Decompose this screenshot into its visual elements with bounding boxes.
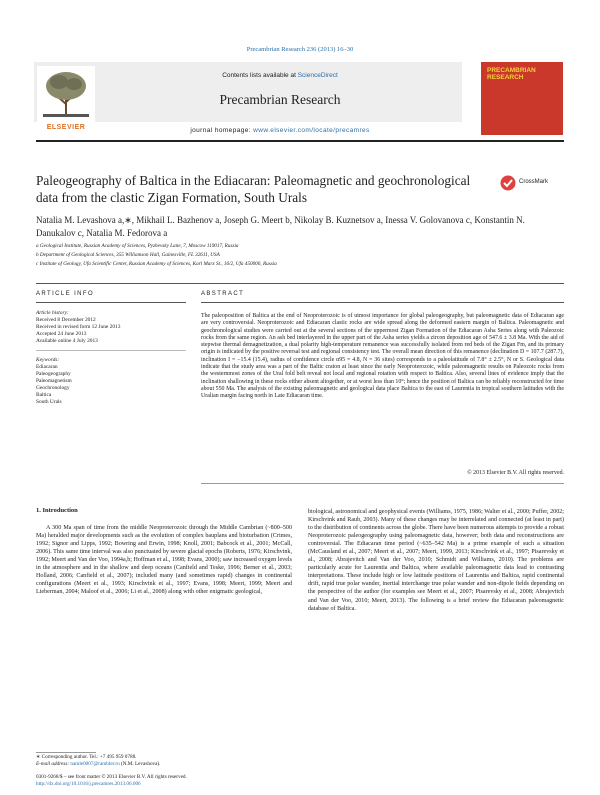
doi-link[interactable]: http://dx.doi.org/10.1016/j.precamres.2013.06.006 (36, 781, 141, 787)
history-accepted: Accepted 24 June 2013 (36, 331, 87, 337)
keyword-item: Paleogeography (36, 371, 71, 377)
introduction-heading: 1. Introduction (36, 507, 78, 514)
affiliation-b: b Department of Geological Sciences, 355 Williamson Hall, Gainesville, FL 32611, USA (36, 252, 220, 258)
article-title: Paleogeography of Baltica in the Ediacaran: Paleomagnetic and geochronological data from the clastic Zigan Formation, South Urals (36, 173, 471, 205)
affiliation-a: a Geological Institute, Russian Academy of Sciences, Pyzhevsky Lane, 7, Moscow 119017, Russia (36, 243, 239, 249)
cover-title: PRECAMBRIAN RESEARCH (487, 67, 536, 81)
abstract-divider (201, 302, 564, 303)
corresponding-author-note: ∗ Corresponding author. Tel.: +7 495 959 0788. (36, 754, 137, 760)
abstract-bottom-rule (201, 483, 564, 484)
history-received: Received 8 December 2012 (36, 317, 96, 323)
article-info-divider (36, 302, 186, 303)
keyword-item: Baltica (36, 392, 52, 398)
email-note (36, 761, 286, 767)
intro-column-right: biological, astronomical and geophysical events (Williams, 1975, 1986; Walter et al., 2000; Puffer, 2002; Kirschvink and Raub, 2003). Many of these changes may be interrelated and connected (at least in part) to the distribution of continents across the globe. There have been numerous attempts to provide a robust Neoproterozoic paleogeography using paleomagnetic data, however; both data and reconstructions are controversial. The Ediacaran time period (~635–542 Ma) is a prime example of such a situation (McCausland et al., 2007; Meert et al., 2007; Meert, 1999, 2013; Kirschvink et al., 1997; Pisarevsky et al., 2008; Abrajevitch and Van der Voo, 2010; Schmidt and Williams, 2010). The problems are particularly acute for Laurentia and Baltica, where available paleomagnetic data lead to contrasting interpretations. These include high or low latitude positions of Laurentia and Baltica, rapid continental drift, rapid true polar wander, inertial interchange true polar wander and non-dipole fields depending on the perspective of the author (for examples see Meert et al., 2007; Pisarevsky et al., 2008; Abrajevitch and Van der Voo, 2010; Meert, 2013). The following is a brief review the Ediacaran paleomagnetic database of Baltica. (308, 509, 564, 612)
sciencedirect-link[interactable]: ScienceDirect (297, 72, 338, 79)
abstract-text: The paleoposition of Baltica at the end of Neoproterozoic is of utmost importance for global paleogeography, but paleomagnetic data of Ediacaran age are very controversial. Neoproterozoic and Ediacaran clastic rocks are wide spread along the deformed eastern margin of Baltica. Paleomagnetic and geochronological studies were carried out at the several sections of the uppermost Zigan Formation of the Ediacaran Asha Series along with Paleozoic rocks from the same region. An ash bed interlayered in the upper part of the Asha series yields a zircon deposition age of 547.6 ± 3.8 Ma. With the aid of stepwise thermal demagnetization, a dual polarity high-temperature remanence was successfully isolated from red beds of the Zigan Fm, and its primary origin is indicated by the positive reversal test and regional consistency test. The overall mean direction of this remanence (declination D = 107.7 (287.7), inclination I = −15.4 (15.4), radius of confidence circle α95 = 4.8, N = 36 sites) corresponds to a paleolatitude of 7.8° ± 2.5°, N or S. Geological data indicate that the study area was a part of the Baltic craton at least since the early Neoproterozoic, while paleomagnetic results on Paleozoic rocks from the westernmost zones of the Ural fold belt reveal not local and regional rotation with respect to Baltica. Also, several lines of evidence imply that the inclination shallowing in these rocks either absent altogether, or at worst less than 10°; hence the position of Baltica can be reliably reconstructed for time about 550 Ma. The analysis of the existing paleomagnetic and geological data place Baltica to the east of Laurentia in tropical southern latitudes with the Uralian margin facing north in Late Ediacaran time. (201, 313, 564, 400)
crossmark-icon (500, 175, 516, 191)
homepage-prefix: journal homepage: (190, 127, 254, 134)
journal-title: Precambrian Research (219, 92, 341, 107)
history-label: Article history: (36, 310, 69, 316)
history-online: Available online 4 July 2013 (36, 338, 98, 344)
journal-cover-thumbnail[interactable] (481, 62, 563, 135)
intro-column-left: A 300 Ma span of time from the middle Neoproterozoic through the Middle Cambrian (~800–500 Ma) heralded major developments such as the evolution of complex bauplans and bioturbation (Crimes, 1992; Signor and Lipps, 1992; Bowring and Erwin, 1998; Knoll, 2001; Babcock et al., 2001; McCall, 2006). This same time interval was also punctuated by severe glacial epochs (Roberts, 1976; Kirschvink, 1992; Meert and Van der Voo, 1994a,b; Hoffman et al., 1998; Evans, 2000); saw increased oxygen levels in the atmosphere and in the shallow and deep oceans (Canfield and Teske, 1996; Berner et al., 2003; Holland, 2006; Canfield et al., 2007); included many (and sometimes rapid) changes in continental configurations (Meert et al., 1993; Kirschvink et al., 1997; Evans, 1998; Meert, 1999; Meert and Lieberman, 2004; Maloof et al., 2006; Li et al., 2008) along with other enigmatic geological, (36, 525, 292, 596)
email-suffix: (N.M. Levashova). (119, 761, 161, 767)
crossmark-badge[interactable] (500, 175, 562, 191)
keyword-item: South Urals (36, 399, 62, 405)
abstract-heading: ABSTRACT (201, 291, 245, 297)
email-label: E-mail address: (36, 761, 71, 767)
journal-citation[interactable]: Precambrian Research 236 (2013) 16–30 (246, 46, 354, 53)
journal-homepage (90, 127, 470, 134)
keyword-item: Geochronology (36, 385, 70, 391)
email-link[interactable]: namle0007@rambler.ru (70, 761, 120, 767)
keywords-label: Keywords: (36, 357, 60, 363)
elsevier-tree-logo (37, 66, 95, 122)
elsevier-wordmark: ELSEVIER (46, 124, 86, 131)
contents-availability (130, 72, 430, 79)
homepage-link[interactable]: www.elsevier.com/locate/precamres (253, 127, 370, 134)
crossmark-label: CrossMark (519, 179, 549, 185)
author-list: Natalia M. Levashova a,∗, Mikhail L. Bazhenov a, Joseph G. Meert b, Nikolay B. Kuznetsov a, Inessa V. Golovanova c, Konstantin N. Danukalov c, Natalia M. Fedorova a (36, 215, 525, 238)
history-revised: Received in revised form 12 June 2013 (36, 324, 121, 330)
header-divider (36, 140, 564, 142)
affiliation-divider (36, 283, 564, 284)
abstract-copyright: © 2013 Elsevier B.V. All rights reserved. (467, 470, 564, 476)
footnote-divider (36, 752, 96, 753)
issn-line: 0301-9268/$ – see front matter © 2013 Elsevier B.V. All rights reserved. (36, 774, 187, 780)
keywords-divider (36, 350, 186, 351)
contents-prefix: Contents lists available at (222, 72, 298, 79)
article-info-heading: ARTICLE INFO (36, 291, 95, 297)
keyword-item: Ediacaran (36, 364, 58, 370)
affiliation-c: c Institute of Geology, Ufa Scientific Center, Russian Academy of Sciences, Karl Marx St., 16/2, Ufa 450000, Russia (36, 261, 277, 267)
keyword-item: Paleomagnetism (36, 378, 72, 384)
